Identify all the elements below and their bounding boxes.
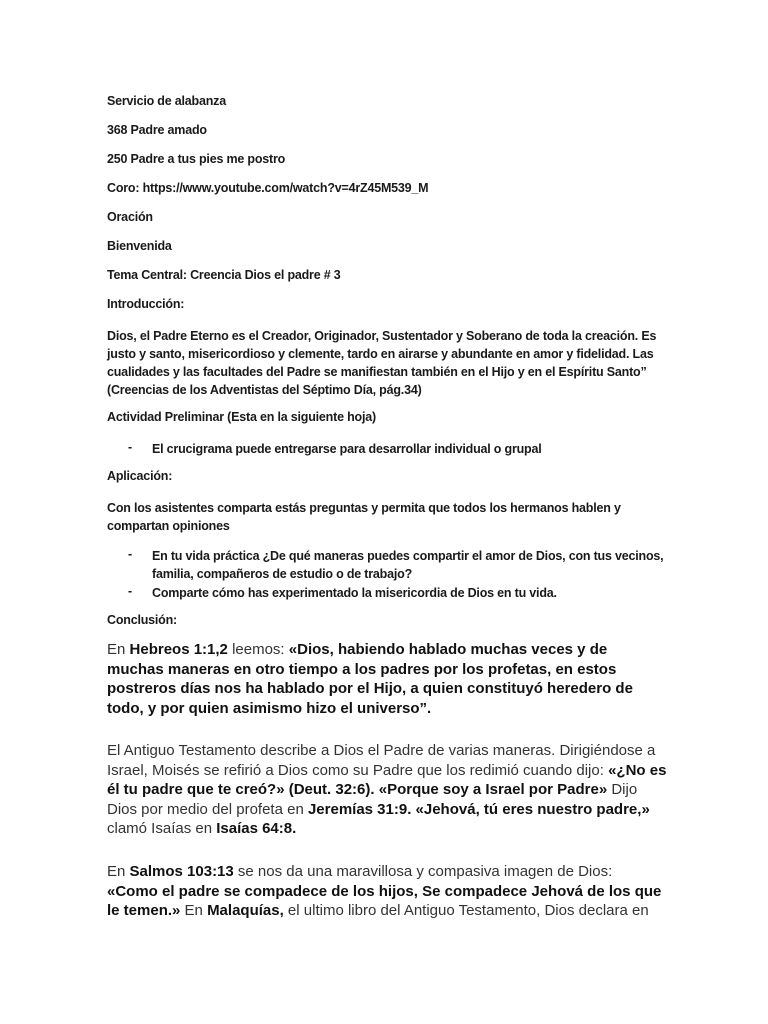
scripture-ref: Isaías 64:8. [216,820,297,837]
actividad-item: El crucigrama puede entregarse para desarrollar individual o grupal [152,442,542,456]
aplicacion-item [152,547,672,583]
bullet-marker: - [128,547,132,561]
aplicacion-heading: Aplicación: [107,469,173,483]
conclusion-paragraph-1: En Hebreos 1:1,2 leemos: «Dios, habiendo hablado muchas veces y de muchas maneras en otro tiempo a los padres por los profetas, en estos postreros días nos ha hablado por el Hijo, a quien constituyó heredero de todo, y por quien asimismo hizo el universo”. [107,641,633,717]
intro-line: cualidades y las facultades del Padre se manifiestan también en el Hijo y en el Espíritu Santo” [107,365,647,379]
bullet-marker: - [128,440,132,454]
intro-line: justo y santo, misericordioso y clemente, tardo en airarse y abundante en amor y fidelidad. Las [107,347,654,361]
hymn-250: 250 Padre a tus pies me postro [107,152,286,166]
introduccion-paragraph [107,327,667,399]
bienvenida-heading: Bienvenida [107,239,172,253]
tema-central: Tema Central: Creencia Dios el padre # 3 [107,268,341,282]
intro-line: (Creencias de los Adventistas del Séptimo Día, pág.34) [107,383,422,397]
conclusion-heading: Conclusión: [107,613,178,627]
scripture-ref: Hebreos 1:1,2 [129,641,228,658]
aplicacion-item-line: familia, compañeros de estudio o de trabajo? [152,567,413,581]
oracion-heading: Oración [107,210,153,224]
aplicacion-line: compartan opiniones [107,519,230,533]
aplicacion-item-line: En tu vida práctica ¿De qué maneras puedes compartir el amor de Dios, con tus vecinos, [152,549,664,563]
scripture-quote: Jeremías 31:9. «Jehová, tú eres nuestro padre,» [307,800,650,818]
scripture-quote: «Como el padre se compadece de los hijos, Se compadece Jehová de los que le temen.» [107,882,662,919]
actividad-heading: Actividad Preliminar (Esta en la siguiente hoja) [107,410,376,424]
intro-line: Dios, el Padre Eterno es el Creador, Originador, Sustentador y Soberano de toda la creación. Es [107,329,657,343]
aplicacion-item: Comparte cómo has experimentado la misericordia de Dios en tu vida. [152,586,557,600]
conclusion-paragraph-2: El Antiguo Testamento describe a Dios el Padre de varias maneras. Dirigiéndose a Israel, Moisés se refirió a Dios como su Padre que los redimió cuando dijo: «¿No es él tu padre que te creó?» (Deut. 32:6). «Porque soy a Israel por Padre» Dijo Dios por medio del profeta en Jeremías 31:9. «Jehová, tú eres nuestro padre,» clamó Isaías en Isaías 64:8. [107,742,667,837]
service-title: Servicio de alabanza [107,94,226,108]
hymn-368: 368 Padre amado [107,123,207,137]
scripture-quote: «Dios, habiendo hablado muchas veces y de muchas maneras en otro tiempo a los padres por los profetas, en estos postreros días nos ha hablado por el Hijo, a quien constituyó heredero de todo, y por quien asimismo hizo el universo”. [107,641,633,717]
conclusion-paragraph-3: En Salmos 103:13 se nos da una maravillosa y compasiva imagen de Dios: «Como el padre se compadece de los hijos, Se compadece Jehová de los que le temen.» En Malaquías, el ultimo libro del Antiguo Testamento, Dios declara en [107,863,662,919]
introduccion-heading: Introducción: [107,297,185,311]
aplicacion-line: Con los asistentes comparta estás preguntas y permita que todos los hermanos hablen y [107,501,621,515]
coro-link[interactable]: Coro: https://www.youtube.com/watch?v=4rZ45M539_M [107,181,429,195]
scripture-ref: Salmos 103:13 [129,863,234,880]
bullet-marker: - [128,584,132,598]
aplicacion-paragraph [107,499,667,535]
scripture-ref: Malaquías, [207,902,284,919]
scripture-quote: «¿No es él tu padre que te creó?» (Deut. 32:6). «Porque soy a Israel por Padre» [107,761,667,798]
